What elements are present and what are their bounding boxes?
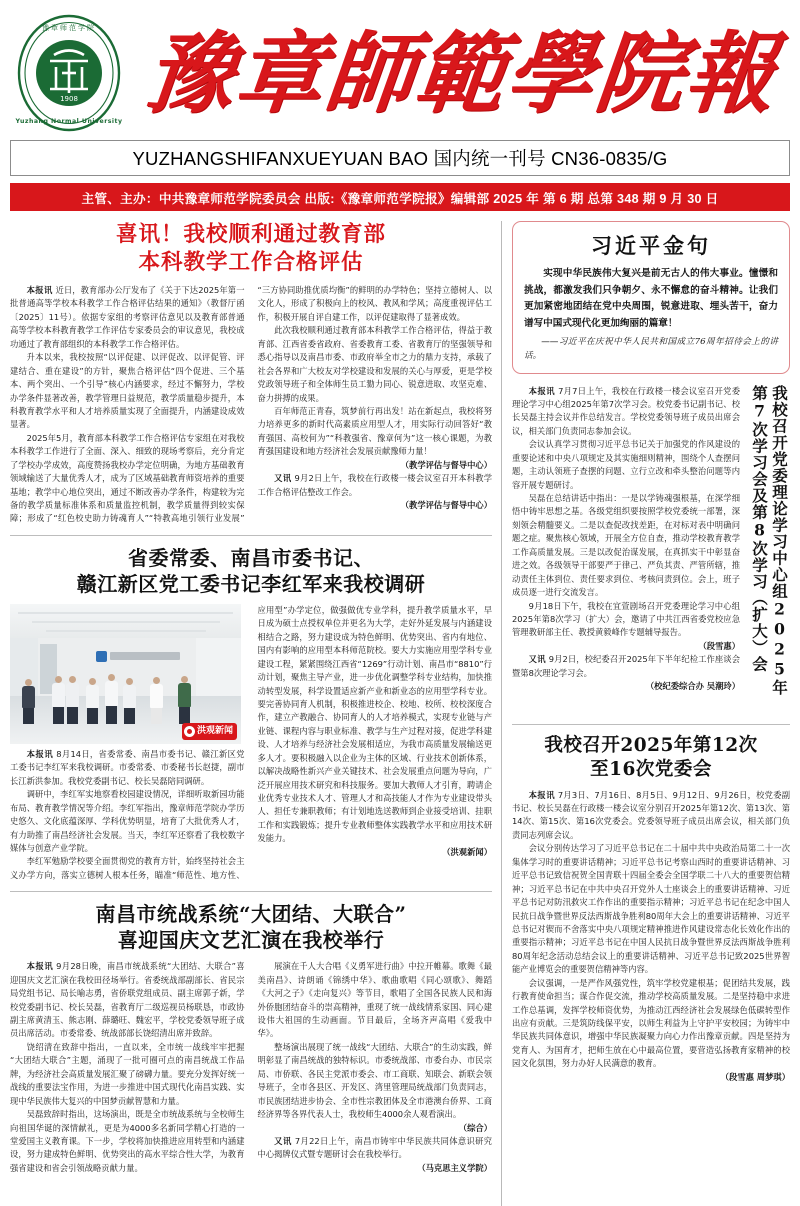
dateline-label: 本报讯 xyxy=(26,285,53,296)
article-byline: （教学评估与督导中心） xyxy=(400,459,492,470)
photo-wall-sign xyxy=(96,651,182,663)
watermark-text: 洪观新闻 xyxy=(196,726,233,737)
nameplate xyxy=(132,21,790,125)
masthead xyxy=(10,0,790,138)
right-column xyxy=(502,221,790,1206)
paragraph xyxy=(258,472,493,499)
paragraph: 展演在千人大合唱《义勇军进行曲》中拉开帷幕。歌舞《最美南昌》、诗朗诵《锦绣中华》、歌曲歌唱《同心颂歌》、舞蹈《大河之子》《走向复兴》等节目，歌唱了全国各民族人民和海外侨胞团结奋斗的崇高精神，重现了统一战线情系家国、同心建设伟大祖国的生动画面。节目最后，全场齐声高唱《爱我中华》。 xyxy=(257,961,492,1039)
paragraph-text: 8月14日，省委常委、南昌市委书记、赣江新区党工委书记李红军来我校调研。市委常委、市委秘书长赵捷，副市长江新洪参加。我校党委副书记、校长吴磊陪同调研。 xyxy=(10,748,245,786)
paragraph-text: 7月3日、7月16日、8月5日、9月12日、9月26日，校党委副书记、校长吴磊在行政楼一楼会议室分别召开2025年第12次、第13次、第14次、第15次、第16次党委会。党委领导班子成员出席会议，相关部门负责同志列席会议。 xyxy=(512,789,790,840)
left-column xyxy=(10,221,502,1206)
publication-info-text: 主管、主办：中共豫章师范学院委员会 出版:《豫章师范学院报》编辑部 2025 年 第 6 期 总第 348 期 9 月 30 日 xyxy=(81,191,719,206)
headline-line-1: 省委常委、南昌市委书记、 xyxy=(128,545,374,570)
dateline-label: 本报讯 xyxy=(26,748,54,759)
headline-line-2: 本科教学工作合格评估 xyxy=(138,249,364,275)
paragraph-text: 9月2日上午，我校在行政楼一楼会议室召开本科教学工作合格评估整改工作会。 xyxy=(257,473,493,497)
paragraph-text: 7月22日上午，南昌市铸牢中华民族共同体意识研究中心揭牌仪式暨专题研讨会在我校举行。 xyxy=(257,1135,493,1160)
dateline-label: 又讯 xyxy=(528,654,546,665)
divider xyxy=(512,724,790,725)
headline-line-1: 南昌市统战系统“大团结、大联合” xyxy=(95,902,407,927)
paragraph-text: 9月28日晚，南昌市统战系统“大团结、大联合”喜迎国庆文艺汇演在我校田径场举行。省委统战部副部长、省民宗局党组书记、局长喻志勇，省侨联党组成员、副主席郭子新，学校党委副书记、校长吴磊，省教育厅二级巡视员杨联恳，市政协副主席黄清玉、熊志刚、薛璐旺、魏宏平，学校党委领导班子成员出席活动。市委常委、统战部部长饶绍清出席并致辞。 xyxy=(10,961,245,1039)
article-evaluation xyxy=(10,221,492,526)
article-theory xyxy=(512,385,790,715)
article-lihongjun-headline xyxy=(10,545,492,597)
paragraph xyxy=(512,789,790,843)
xi-quote-title: 习近平金句 xyxy=(591,233,711,258)
dateline-label: 本报讯 xyxy=(528,789,556,800)
article-theory-vertical-headline xyxy=(748,385,770,715)
paragraph: 2025年5月，教育部本科教学工作合格评估专家组在对我校本科教学工作进行了全面、深入、细致的现场考察后，充分肯定了学校办学成效，高度赞扬我校办学定位明确，为地方基础教育领域输送了大量优秀人才，成为了区域基础教育师资培养的重要基地；教学中心地位突出，通过不断改善办学条件，构建较为完备的教学质量标准体系和质量监控机制，教学质量得到较实保障；形成了“红色校史助力铸魂育人”“特教高地引领行业发展”“三方协同助推优质均衡”的鲜明的办学特色；坚持立德树人、以文化人，形成了积极向上的校风、教风和学风；高度重视评估工作，积极开展自评自建工作，以评促建取得了显著成效。 xyxy=(10,285,492,524)
article-party-meetings-headline xyxy=(512,734,790,782)
dateline-label: 又讯 xyxy=(274,473,292,484)
pinyin-issn-text: YUZHANGSHIFANXUEYUAN BAO 国内统一刊号 CN36-0835/G xyxy=(132,148,668,169)
paragraph xyxy=(10,960,245,1041)
headline-line-1: 我校召开2025年第12次 xyxy=(544,734,758,756)
xi-quote-box xyxy=(512,221,790,374)
photo-watermark xyxy=(182,723,237,740)
article-byline: （综合） xyxy=(458,1122,492,1133)
paragraph xyxy=(512,653,740,680)
headline-line-2: 至16次党委会 xyxy=(590,758,712,780)
paragraph: 整场演出展现了统一战线“大团结、大联合”的生动实践，鲜明彰显了南昌统战的独特标识。市委统战部、市委台办、市民宗局、市侨联、各民主党派市委会、市工商联、知联会、新联会领导班子，全市各县区、开发区、湾里管理局统战部门负责同志，市民族团结进步协会、全市性宗教团体及全市港澳台侨界、工商经济界等各界代表人士，我校师生4000余人观看演出。 xyxy=(257,1041,492,1120)
dateline-label: 又讯 xyxy=(274,1135,292,1146)
article-evaluation-headline xyxy=(10,221,492,276)
article-byline: （段雪惠） xyxy=(698,640,740,651)
headline-line-2: 喜迎国庆文艺汇演在我校举行 xyxy=(117,928,385,953)
dateline-label: 本报讯 xyxy=(528,385,556,396)
article-unitedfront-body xyxy=(10,960,492,1175)
article-party-meetings-body xyxy=(512,789,790,1085)
article-unitedfront xyxy=(10,901,492,1175)
photo-campus-visit xyxy=(10,604,241,744)
pinyin-issn-bar xyxy=(10,140,790,176)
xi-quote-attribution: ——习近平在庆祝中华人民共和国成立76周年招待会上的讲话。 xyxy=(524,337,778,361)
paragraph: 此次我校顺利通过教育部本科教学工作合格评估，得益于教育部、江西省委省政府、省委教育工委、省教育厅的坚强领导和悉心指导以及南昌市委、市政府举全市之力的鼎力支持，承载了社会各界和广大校友对学校建设和发展的关心与厚爱，更是学校党政领导班子和全体师生员工勠力同心、锐意进取、攻坚克难、奋力拼搏的成果。 xyxy=(257,325,492,403)
paragraph xyxy=(512,385,740,439)
paragraph: 吴磊致辞时指出，这场演出，既是全市统战系统与全校师生向祖国华诞的深情献礼，更是为4000多名新同学精心打造的一堂爱国主义教育课。下一步，学校将加快推进应用转型和内涵建设，努力建成特色鲜明、优势突出的高水平综合性大学，为教育强省建设和省会引领战略贡献力量。 xyxy=(10,1109,245,1173)
article-evaluation-body xyxy=(10,284,492,526)
photo-figure xyxy=(10,604,241,744)
university-logo xyxy=(10,11,128,135)
article-byline: （段雪惠 周梦琪） xyxy=(720,1071,790,1082)
paragraph: 调研中，李红军实地察看校园建设情况，详细听取新园功能布局、教育教学情况等介绍。李红军指出，豫章师范学院办学历史悠久、文化底蕴深厚、学科优势明显，培育了大批优秀人才，有力助推了南昌经济社会发展。当天，李红军还察看了我校数字媒体与创意产业学院。 xyxy=(10,789,245,853)
headline-line-2: 第7次学习会及第8次学习（扩大）会 xyxy=(750,384,769,672)
headline-line-1: 我校召开党委理论学习中心组2025年 xyxy=(770,384,789,696)
paragraph-text: 近日，教育部办公厅发布了《关于下达2025年第一批普通高等学校本科教学工作合格评估结果的通知》（教督厅函〔2025〕11号）。依据专家组的考察评估意见以及教育部普通高等学校本科教育教学工作评估专家委员会的审议意见，我校成功通过了教育部组织的本科教学工作合格评估。 xyxy=(10,285,245,349)
article-lihongjun xyxy=(10,545,492,882)
xi-quote-text: 实现中华民族伟大复兴是前无古人的伟大事业。憧憬和挑战，都激发我们只争朝夕、永不懈怠的奋斗精神。让我们更加紧密地团结在党中央周围，锐意进取、埋头苦干，奋力谱写中国式现代化更加绚丽的篇章！ xyxy=(524,268,778,329)
paragraph: 会议强调，一是严作风强党性，筑牢学校党建根基；促团结共发展，践行教育使命担当；谋合作促交流，推动学校高质量发展。二是坚持稳中求进工作总基调，发挥学校师资优势，为推动江西经济社会发展绿色低碳转型作出应有贡献。三是筑防线保平安，以师生利益为上守护平安校园；为铸牢中华民族共同体意识，增强中华民族凝聚力向心力作出豫章贡献。四是坚持为党育人、为国育才，把师生放在心中最高位置，要营造弘扬教育家精神的校园文化氛围，努力办好人民满意的教育。 xyxy=(512,977,790,1069)
paragraph-text: 7月7日上午，我校在行政楼一楼会议室召开党委理论学习中心组2025年第7次学习会。校党委书记副书记、校长吴磊主持会议并作总结发言。学校党委领导班子成员出席会议，相关部门负责同志参加会议。 xyxy=(512,385,741,436)
article-party-meetings xyxy=(512,734,790,1085)
paragraph xyxy=(258,1135,493,1162)
paragraph xyxy=(10,284,245,351)
paragraph: 吴磊在总结讲话中指出：一是以学铸魂强根基，在深学细悟中铸牢思想之基。各级党组织要按照学校党委统一部署，深刻领会精髓要义。二是以查促改找差距，在对标对表中明确问题之症。聚焦核心领域，开展全方位自查，推动学校教育教学工作高质量发展。三是以改促治谋发展，在真抓实干中彰显奋进之效。各级领导干部要严于律己、严负其责、严管所辖，推动责任主体到位、责任要求到位、考核问责到位。会上，班子成员逐一进行交流发言。 xyxy=(512,493,740,598)
paragraph: 会议认真学习贯彻习近平总书记关于加强党的作风建设的重要论述和中央八项规定及其实施细则精神，围绕个人查摆问题，主动认领班子查摆的问题、立行立改和牵头整治问题等内容开展专题研讨。 xyxy=(512,439,740,490)
dateline-label: 本报讯 xyxy=(26,961,54,972)
svg-text:豫章师范学院: 豫章师范学院 xyxy=(42,24,96,32)
article-lihongjun-body xyxy=(10,604,492,882)
paragraph-text: 9月2日，校纪委召开2025年下半年纪检工作座谈会暨第8次理论学习会。 xyxy=(512,654,740,678)
article-unitedfront-headline xyxy=(10,901,492,953)
paragraph: 饶绍清在致辞中指出，一直以来，全市统一战线牢牢把握“大团结大联合”主题，涌现了一批可圈可点的南昌统战工作品牌，为经济社会高质量发展汇聚了磅礴力量。要充分发挥好统一战线的重要法宝作用，为进一步推进中国式现代化南昌实践、实现中华民族伟大复兴的中国梦贡献智慧和力量。 xyxy=(10,1041,245,1106)
paragraph: 升本以来，我校按照“以评促建、以评促改、以评促管、评建结合、重在建设”的方针，聚焦合格评估“四个促进、三个基本、两个突出、一个引导”核心内涵要求，经过不懈努力，学校办学条件显著改善，教学管理日益规范，教学质量稳步提升，本科教育教学水平和人才培养质量实现了全面提升，内涵建设成效显著。 xyxy=(10,352,245,430)
paragraph: 会议分别传达学习了习近平总书记在二十届中共中央政治局第二十一次集体学习时的重要讲话精神；习近平总书记考察山西时的重要讲话精神、习近平总书记致信祝贺全国青联十四届全委会全国学联二十八大的重要贺信精神；习近平总书记在中共中央召开党外人士座谈会上的重要讲话精神、习近平总书记对防汛救灾工作作出的重要指示精神；习近平总书记在纪念中国人民抗日战争暨世界反法西斯战争胜利80周年大会上的重要讲话精神、习近平总书记对锲而不舍落实中央八项规定精神推进作风建设常态化长效化作出的重要指示精神；习近平总书记在中国人民抗日战争暨世界反法西斯战争胜利80周年纪念活动总结会议上的重要讲话精神、习近平总书记致2025世界智能产业博览会的重要贺信精神等内容。 xyxy=(512,843,790,975)
divider xyxy=(10,535,492,536)
headline-line-2: 赣江新区党工委书记李红军来我校调研 xyxy=(76,571,426,596)
divider xyxy=(10,891,492,892)
article-theory-vertical-headline-main xyxy=(768,385,790,715)
svg-text:Yuzhang Normal University: Yuzhang Normal University xyxy=(15,118,123,125)
article-byline: （马克思主义学院） xyxy=(417,1162,492,1173)
publication-info-bar xyxy=(10,183,790,211)
article-byline: （校纪委综合办 吴潮玲） xyxy=(645,681,740,692)
nameplate-title: 豫章師範學院報 xyxy=(140,21,782,125)
headline-line-1: 喜讯！我校顺利通过教育部 xyxy=(115,222,386,247)
paragraph: 百年师范正青春，筑梦前行再出发！站在新起点，我校将努力培养更多的新时代高素质应用型人才，用实际行动回答好“教育强国、高校何为”“科教强省、豫章何为”这一核心课题，为教育强国建设和地方经济社会发展贡献豫师力量！ xyxy=(257,405,492,457)
paragraph: 9月18日下午，我校在宜萱剧场召开党委理论学习中心组2025年第8次学习（扩大）会，邀请了中共江西省委党校应急管理教研部主任、教授黄毅峰作专题辅导报告。 xyxy=(512,600,740,638)
paragraph: 李红军勉励学校要全面贯彻党的教育方针，始终坚持社会主义办学方向，落实立德树人根本任务，瞄准“师范性、地方性、应用型”办学定位，做强做优专业学科，提升教学质量水平，早日成为硕士点授权单位并更名为大学，走好外延发展与内涵建设相结合之路，努力建设成为特色鲜明、优势突出、省内有地位、国内有影响的应用型本科师范院校。要大力实施应用型学科专业建设工程，紧紧围绕江西省“1269”行动计划、南昌市“8810”行动计划，聚焦主导产业，进一步优化调整学科专业结构，加快推动转型发展，科学设置适应新产业和新业态的应用型学科专业。要完善协同育人机制，积极推进校企、校地、校所、校校深度合作，建立产教融合、协同育人的人才培养模式，实现专业链与产业链、课程内容与职业标准、教学与生产过程对接，促进学科建设、人才培养与经济社会发展相适应，为我市高质量发展输送更多人才。要积极融入以企业为主体的区域、行业技术创新体系，以解决战略性新兴产业关键技术、社会发展重点问题为导向，广泛开展应用技术研究和科技服务。要加大教师人才引育，聘请企业优秀专业技术人才、管理人才和高技能人才作为专业建设带头人、担任专兼职教师；有计划地选送教师到企业接受培训、挂职工作和实践锻炼；提升专业教师整体实践教学水平和应用技术研发能力。 xyxy=(10,604,492,880)
article-theory-body xyxy=(512,385,746,694)
article-byline: （教学评估与督导中心） xyxy=(400,500,492,511)
svg-text:1908: 1908 xyxy=(60,95,78,103)
article-byline: （洪观新闻） xyxy=(442,846,492,857)
page-content xyxy=(10,221,790,1206)
